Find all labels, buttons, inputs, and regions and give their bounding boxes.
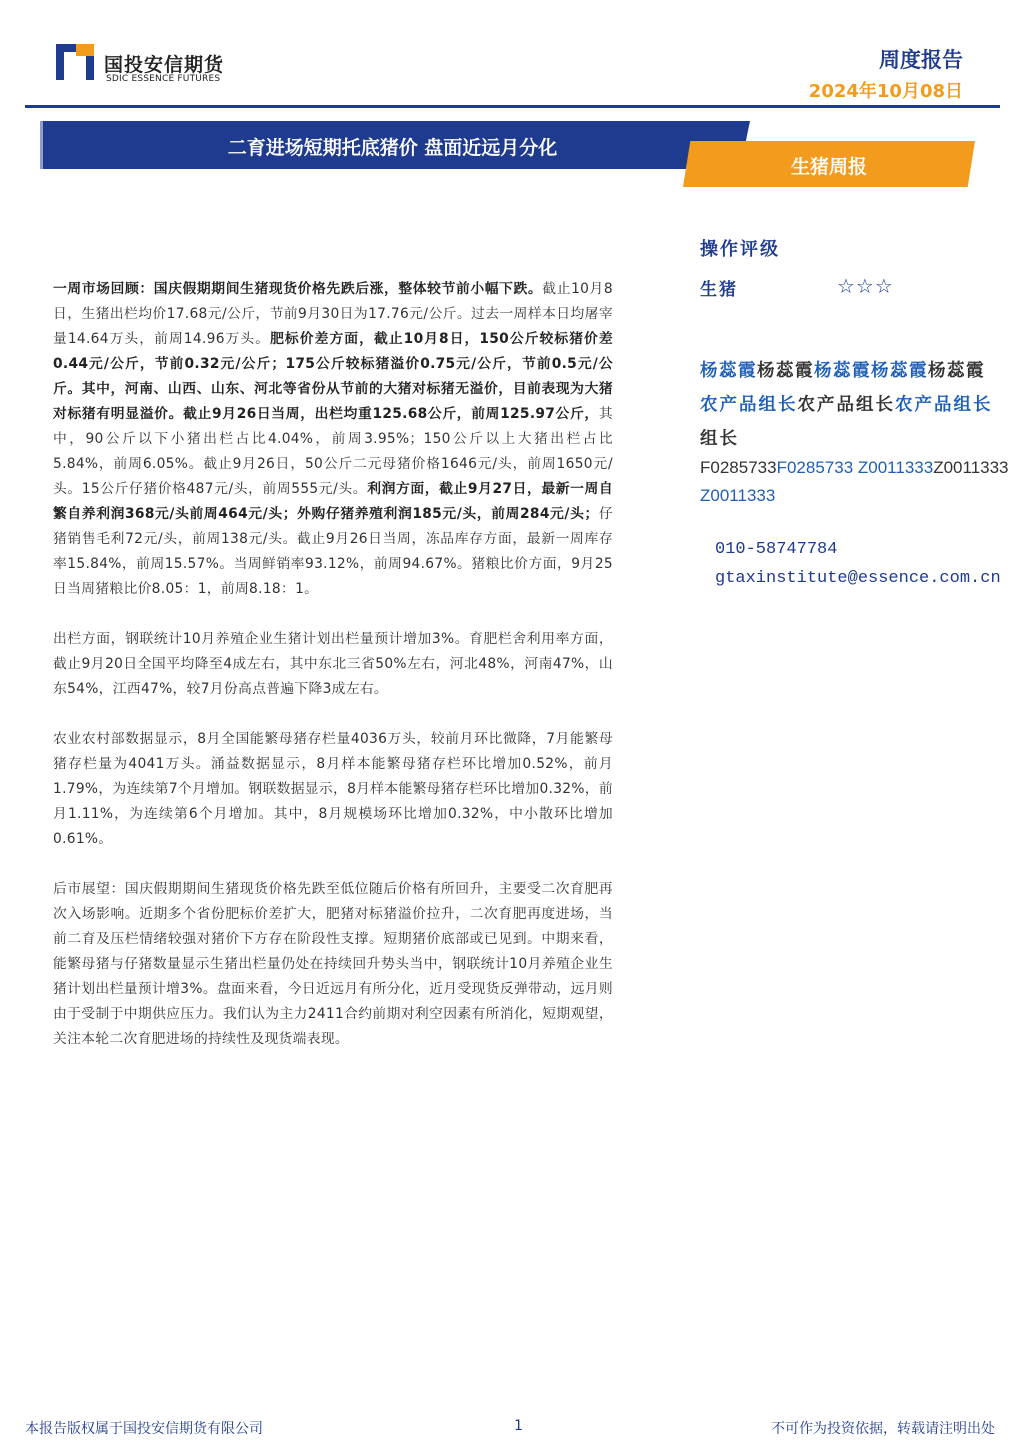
analyst-names: 杨蕊霞杨蕊霞杨蕊霞杨蕊霞杨蕊霞 — [700, 361, 985, 381]
report-tag: 生猪周报 — [790, 156, 867, 178]
rating-title: 操作评级 — [700, 239, 780, 260]
market-review-lead: 一周市场回顾：国庆假期期间生猪现货价格先跌后涨，整体较节前小幅下跌。 — [53, 281, 543, 297]
footer-disclaimer: 不可作为投资依据，转载请注明出处 — [771, 1421, 995, 1437]
market-review-inventory: 仔猪销售毛利72元/头，前周138元/头。截止9月26日当周，冻品库存方面，最新一周库存率15.84%，前周15.57%。当周鲜销率93.12%，前周94.67%。猪粮比价方面，9月25日当周猪粮比价8.05：1，前周8.18：1。 — [53, 506, 613, 597]
page-number: 1 — [514, 1418, 523, 1434]
sidebar — [700, 235, 1025, 588]
contact-email[interactable]: gtaxinstitute@essence.com.cn — [715, 569, 1001, 588]
contact-phone[interactable]: 010-58747784 — [715, 540, 838, 559]
analyst-license-wrap: Z0011333 — [700, 486, 776, 505]
analyst-title-wrap: 组长 — [700, 429, 739, 449]
report-title: 二育进场短期托底猪价 盘面近远月分化 — [227, 137, 558, 159]
report-body — [53, 277, 613, 1077]
market-review-price: 截止10月8日，生猪出栏均价17.68元/公斤，节前9月30日为17.76元/公斤。过去一周样本日均屠宰量14.64万头，前周14.96万头。 — [53, 281, 613, 347]
report-date: 2024年10月08日 — [808, 81, 963, 102]
company-logo-mark — [56, 44, 94, 80]
market-review-profit: 利润方面，截止9月27日，最新一周自繁自养利润368元/头前周464元/头；外购仔猪养殖利润185元/头，前周284元/头； — [53, 481, 613, 522]
market-review-weight: 其中，90公斤以下小猪出栏占比4.04%，前周3.95%；150公斤以上大猪出栏占比5.84%，前周6.05%。截止9月26日，50公斤二元母猪价格1646元/头，前周1650元/头。15公斤仔猪价格487元/头，前周555元/头。 — [53, 406, 613, 497]
rating-item: 生猪 — [700, 280, 738, 300]
analyst-licenses: F0285733F0285733 Z0011333Z0011333 — [700, 458, 1009, 477]
paragraph-outlook: 后市展望：国庆假期期间生猪现货价格先跌至低位随后价格有所回升，主要受二次育肥再次入场影响。近期多个省份肥标价差扩大，肥猪对标猪溢价拉升，二次育肥再度进场，当前二育及压栏情绪较强对猪价下方存在阶段性支撑。短期猪价底部或已见到。中期来看，能繁母猪与仔猪数量显示生猪出栏量仍处在持续回升势头当中，钢联统计10月养殖企业生猪计划出栏量预计增3%。盘面来看，今日近远月有所分化，近月受现货反弹带动，远月则由于受制于中期供应压力。我们认为主力2411合约前期对利空因素有所消化，短期观望，关注本轮二次育肥进场的持续性及现货端表现。 — [53, 881, 613, 1047]
paragraph-slaughter: 出栏方面，钢联统计10月养殖企业生猪计划出栏量预计增加3%。育肥栏舍利用率方面，截止9月20日全国平均降至4成左右，其中东北三省50%左右，河北48%，河南47%，山东54%，江西47%，较7月份高点普遍下降3成左右。 — [53, 631, 613, 697]
company-logo-cn: 国投安信期货 — [104, 54, 225, 76]
header-divider — [25, 105, 1000, 108]
paragraph-market-review — [53, 277, 613, 602]
market-review-spread: 肥标价差方面，截止10月8日，150公斤较标猪价差0.44元/公斤，节前0.32元/公斤；175公斤较标猪溢价0.75元/公斤，节前0.5元/公斤。其中，河南、山西、山东、河北等省份从节前的大猪对标猪无溢价，目前表现为大猪对标猪有明显溢价。截止9月26日当周，出栏均重125.68公斤，前周125.97公斤， — [53, 331, 613, 422]
paragraph-sow-inventory: 农业农村部数据显示，8月全国能繁母猪存栏量4036万头，较前月环比微降，7月能繁母猪存栏量为4041万头。涌益数据显示，8月样本能繁母猪存栏环比增加0.52%，前月1.79%，为连续第7个月增加。钢联数据显示，8月样本能繁母猪存栏环比增加0.32%，前月1.11%，为连续第6个月增加。其中，8月规模场环比增加0.32%，中小散环比增加0.61%。 — [53, 731, 613, 847]
footer-copyright: 本报告版权属于国投安信期货有限公司 — [25, 1421, 263, 1437]
report-type: 周度报告 — [879, 48, 963, 72]
star-rating-icon: ☆☆☆ — [837, 274, 894, 298]
analyst-titles: 农产品组长农产品组长农产品组长 — [700, 395, 993, 415]
company-logo-en: SDIC ESSENCE FUTURES — [106, 74, 221, 84]
rating-row — [700, 275, 1025, 301]
